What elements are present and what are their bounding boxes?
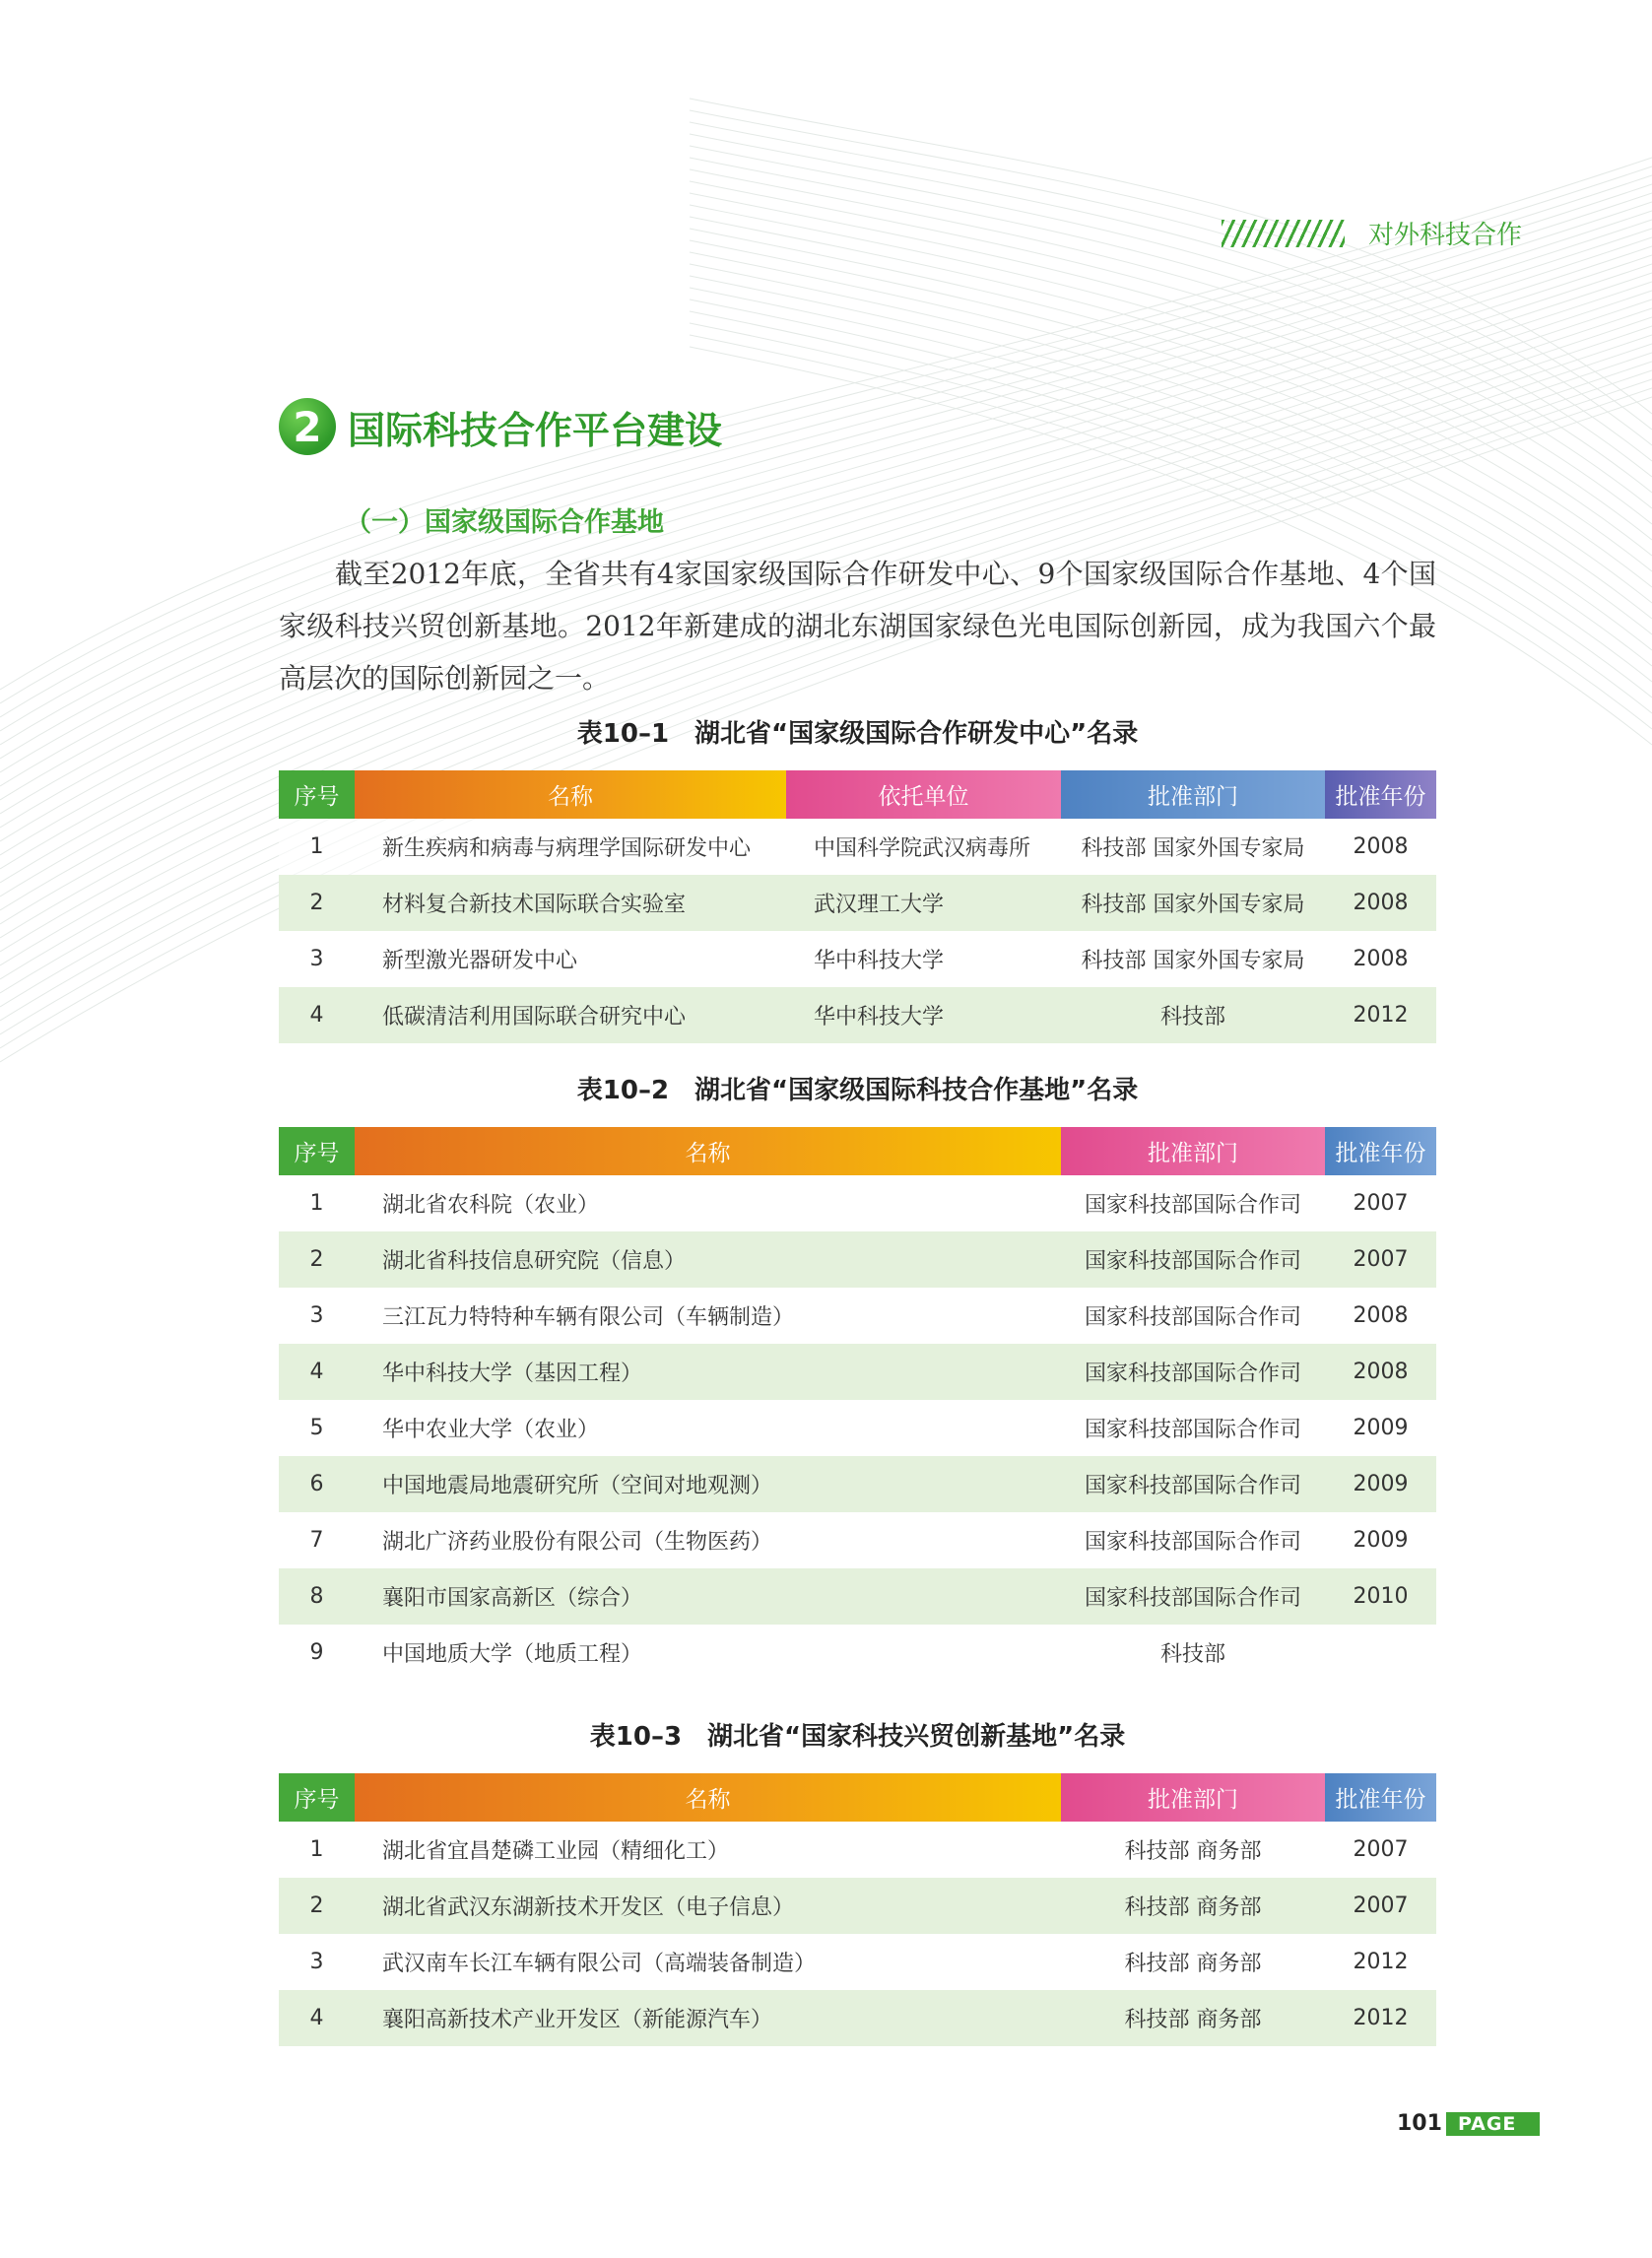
cell-index: 2	[279, 1878, 355, 1934]
cell-index: 3	[279, 1934, 355, 1990]
section-heading	[279, 398, 722, 455]
cell-host: 中国科学院武汉病毒所	[786, 819, 1061, 875]
cell-dept: 科技部	[1061, 987, 1325, 1043]
cell-dept: 国家科技部国际合作司	[1061, 1344, 1325, 1400]
table-row	[279, 1400, 1436, 1456]
cell-year: 2008	[1325, 1288, 1436, 1344]
table1-header-year: 批准年份	[1325, 770, 1436, 819]
cell-dept: 国家科技部国际合作司	[1061, 1456, 1325, 1512]
table2-caption: 表10–2 湖北省“国家级国际科技合作基地”名录	[576, 1076, 1139, 1105]
table2-header-dept: 批准部门	[1061, 1127, 1325, 1175]
table2-header-index: 序号	[279, 1127, 355, 1175]
cell-index: 7	[279, 1512, 355, 1568]
header-hatch-decoration	[1222, 220, 1345, 247]
table1-header-dept: 批准部门	[1061, 770, 1325, 819]
cell-year: 2012	[1325, 1990, 1436, 2046]
cell-name: 武汉南车长江车辆有限公司（高端装备制造）	[355, 1934, 1061, 1990]
body-paragraph: 截至2012年底，全省共有4家国家级国际合作研发中心、9个国家级国际合作基地、4个国家级科技兴贸创新基地。2012年新建成的湖北东湖国家绿色光电国际创新园，成为我国六个最高层次的国际创新园之一。	[279, 558, 1436, 695]
cell-name: 中国地震局地震研究所（空间对地观测）	[355, 1456, 1061, 1512]
cell-index: 4	[279, 987, 355, 1043]
table1-caption: 表10–1 湖北省“国家级国际合作研发中心”名录	[576, 719, 1139, 749]
table-row	[279, 1288, 1436, 1344]
cell-name: 襄阳高新技术产业开发区（新能源汽车）	[355, 1990, 1061, 2046]
cell-name: 新生疾病和病毒与病理学国际研发中心	[355, 819, 786, 875]
header-title: 对外科技合作	[1367, 221, 1522, 250]
table-row	[279, 1456, 1436, 1512]
cell-name: 低碳清洁利用国际联合研究中心	[355, 987, 786, 1043]
cell-year: 2012	[1325, 987, 1436, 1043]
cell-year: 2007	[1325, 1231, 1436, 1288]
table3-header-dept: 批准部门	[1061, 1773, 1325, 1822]
cell-index: 3	[279, 1288, 355, 1344]
cell-host: 华中科技大学	[786, 931, 1061, 987]
table-row	[279, 1568, 1436, 1625]
cell-index: 5	[279, 1400, 355, 1456]
cell-dept: 科技部 商务部	[1061, 1822, 1325, 1878]
cell-dept: 科技部 商务部	[1061, 1990, 1325, 2046]
cell-dept: 国家科技部国际合作司	[1061, 1568, 1325, 1625]
table-row	[279, 1990, 1436, 2046]
table3	[279, 1773, 1436, 2046]
cell-host: 武汉理工大学	[786, 875, 1061, 931]
cell-index: 9	[279, 1625, 355, 1681]
cell-year: 2008	[1325, 1344, 1436, 1400]
table1-header-host: 依托单位	[786, 770, 1061, 819]
section-number-badge: 2	[279, 398, 336, 455]
cell-name: 中国地质大学（地质工程）	[355, 1625, 1061, 1681]
cell-index: 1	[279, 1822, 355, 1878]
cell-index: 8	[279, 1568, 355, 1625]
table-row	[279, 1231, 1436, 1288]
cell-index: 2	[279, 875, 355, 931]
running-header	[1222, 215, 1522, 251]
table-row	[279, 819, 1436, 875]
cell-year: 2009	[1325, 1400, 1436, 1456]
cell-name: 华中科技大学（基因工程）	[355, 1344, 1061, 1400]
cell-dept: 科技部 国家外国专家局	[1061, 819, 1325, 875]
table3-header-index: 序号	[279, 1773, 355, 1822]
cell-index: 2	[279, 1231, 355, 1288]
cell-year: 2009	[1325, 1512, 1436, 1568]
table1-header-row	[279, 770, 1436, 819]
section-title: 国际科技合作平台建设	[348, 408, 723, 452]
cell-year	[1325, 1625, 1436, 1681]
table-row	[279, 1878, 1436, 1934]
page-label: PAGE	[1446, 2112, 1540, 2136]
cell-dept: 科技部 商务部	[1061, 1878, 1325, 1934]
table-row	[279, 1934, 1436, 1990]
table-row	[279, 1625, 1436, 1681]
cell-dept: 国家科技部国际合作司	[1061, 1288, 1325, 1344]
table3-header-name: 名称	[355, 1773, 1061, 1822]
table1	[279, 770, 1436, 1043]
table-row	[279, 1344, 1436, 1400]
cell-year: 2008	[1325, 819, 1436, 875]
table-row	[279, 987, 1436, 1043]
subsection-title: （一）国家级国际合作基地	[345, 507, 664, 538]
cell-dept: 科技部 商务部	[1061, 1934, 1325, 1990]
cell-index: 1	[279, 1175, 355, 1231]
table-row	[279, 875, 1436, 931]
cell-name: 新型激光器研发中心	[355, 931, 786, 987]
cell-year: 2010	[1325, 1568, 1436, 1625]
table2-header-name: 名称	[355, 1127, 1061, 1175]
cell-name: 材料复合新技术国际联合实验室	[355, 875, 786, 931]
cell-year: 2008	[1325, 931, 1436, 987]
cell-dept: 国家科技部国际合作司	[1061, 1400, 1325, 1456]
cell-name: 华中农业大学（农业）	[355, 1400, 1061, 1456]
cell-dept: 国家科技部国际合作司	[1061, 1175, 1325, 1231]
table2-header-row	[279, 1127, 1436, 1175]
table-row	[279, 1822, 1436, 1878]
table-row	[279, 1175, 1436, 1231]
cell-index: 3	[279, 931, 355, 987]
cell-year: 2007	[1325, 1175, 1436, 1231]
cell-dept: 国家科技部国际合作司	[1061, 1231, 1325, 1288]
cell-dept: 科技部	[1061, 1625, 1325, 1681]
cell-year: 2009	[1325, 1456, 1436, 1512]
cell-name: 三江瓦力特特种车辆有限公司（车辆制造）	[355, 1288, 1061, 1344]
table-row	[279, 931, 1436, 987]
cell-index: 4	[279, 1990, 355, 2046]
cell-dept: 科技部 国家外国专家局	[1061, 875, 1325, 931]
cell-index: 1	[279, 819, 355, 875]
cell-name: 湖北省宜昌楚磷工业园（精细化工）	[355, 1822, 1061, 1878]
cell-index: 6	[279, 1456, 355, 1512]
page-number: 101	[1397, 2111, 1442, 2136]
table1-header-index: 序号	[279, 770, 355, 819]
table2	[279, 1127, 1436, 1681]
table3-caption: 表10–3 湖北省“国家科技兴贸创新基地”名录	[589, 1722, 1126, 1752]
cell-index: 4	[279, 1344, 355, 1400]
cell-year: 2012	[1325, 1934, 1436, 1990]
cell-host: 华中科技大学	[786, 987, 1061, 1043]
cell-dept: 国家科技部国际合作司	[1061, 1512, 1325, 1568]
cell-name: 湖北广济药业股份有限公司（生物医药）	[355, 1512, 1061, 1568]
cell-name: 湖北省科技信息研究院（信息）	[355, 1231, 1061, 1288]
table3-header-row	[279, 1773, 1436, 1822]
cell-year: 2007	[1325, 1822, 1436, 1878]
cell-year: 2008	[1325, 875, 1436, 931]
cell-name: 襄阳市国家高新区（综合）	[355, 1568, 1061, 1625]
table3-header-year: 批准年份	[1325, 1773, 1436, 1822]
table-row	[279, 1512, 1436, 1568]
page-footer	[1397, 2111, 1540, 2136]
cell-dept: 科技部 国家外国专家局	[1061, 931, 1325, 987]
cell-name: 湖北省武汉东湖新技术开发区（电子信息）	[355, 1878, 1061, 1934]
cell-year: 2007	[1325, 1878, 1436, 1934]
cell-name: 湖北省农科院（农业）	[355, 1175, 1061, 1231]
table1-header-name: 名称	[355, 770, 786, 819]
table2-header-year: 批准年份	[1325, 1127, 1436, 1175]
